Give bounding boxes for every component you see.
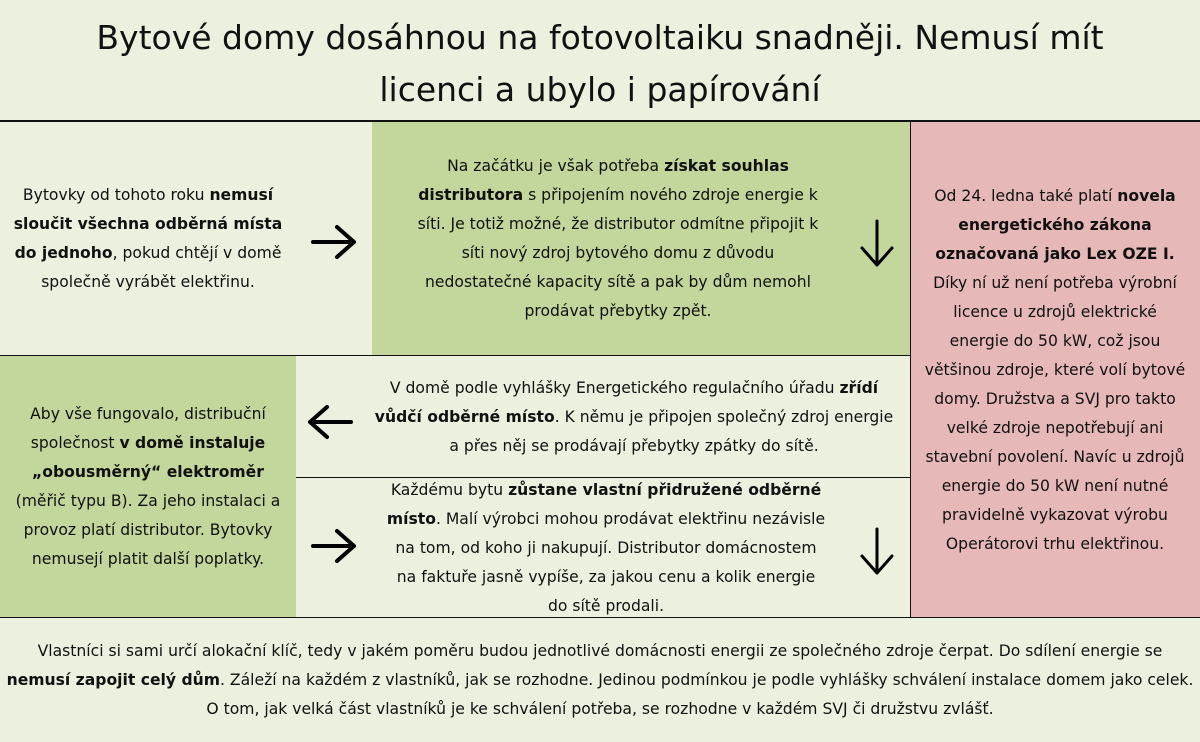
divider-bottom	[0, 617, 1200, 618]
title-text: Bytové domy dosáhnou na fotovoltaiku snadněji. Nemusí mít licenci a ubylo i papírování	[96, 18, 1104, 109]
arrow-right-icon	[310, 224, 358, 260]
box4-text: V domě podle vyhlášky Energetického regulačního úřadu zřídí vůdčí odběrné místo. K němu je připojen společný zdroj energie a přes něj se prodávají přebytky zpátky do sítě.	[374, 378, 894, 455]
arrow-down-icon	[858, 218, 896, 268]
page-title	[0, 0, 1200, 120]
box6-text: Každému bytu zůstane vlastní přidružené odběrné místo. Malí výrobci mohou prodávat elektřinu nezávisle na tom, od koho ji nakupují. Distributor domácnostem na faktuře jasně vypíše, za jakou cenu a kolik energie do sítě prodali.	[386, 480, 826, 615]
box1-text: Bytovky od tohoto roku nemusí sloučit všechna odběrná místa do jednoho, pokud chtějí v domě společně vyrábět elektřinu.	[13, 186, 283, 291]
info-box-own-point	[372, 478, 910, 618]
info-box-no-merge	[0, 122, 296, 356]
info-box-lex-oze	[910, 122, 1200, 618]
divider-row1	[0, 355, 910, 356]
arrow-down-icon	[858, 526, 896, 576]
box2-text: Na začátku je však potřeba získat souhlas distributora s připojením nového zdroje energie k síti. Je totiž možné, že distributor odmítne připojit k síti nový zdroj bytového domu z důvodu nedostatečné kapacity sítě a pak by dům nemohl prodávat přebytky zpět.	[417, 157, 819, 320]
box5-text: Aby vše fungovalo, distribuční společnost v domě instaluje „obousměrný“ elektroměr (měřič typu B). Za jeho instalaci a provoz platí distributor. Bytovky nemusejí platit další poplatky.	[15, 405, 281, 568]
divider-row2	[296, 477, 910, 478]
info-box-meter	[0, 356, 296, 618]
arrow-left-icon	[306, 404, 354, 440]
divider-pink-left	[910, 122, 911, 618]
info-box-allocation-key	[0, 618, 1200, 742]
arrow-right-icon	[310, 528, 358, 564]
box3-text: Od 24. ledna také platí novela energetického zákona označovaná jako Lex OZE I. Díky ní už není potřeba výrobní licence u zdrojů elektrické energie do 50 kW, což jsou většinou zdroje, které volí bytové domy. Družstva a SVJ pro takto velké zdroje nepotřebují ani stavební povolení. Navíc u zdrojů energie do 50 kW není nutné pravidelně vykazovat výrobu Operátorovi trhu elektřinou.	[924, 186, 1186, 553]
info-box-distributor-consent	[372, 122, 910, 356]
divider-title	[0, 120, 1200, 122]
info-box-lead-point	[296, 356, 910, 478]
box7-text: Vlastníci si sami určí alokační klíč, tedy v jakém poměru budou jednotlivé domácnosti energii ze společného zdroje čerpat. Do sdílení energie se nemusí zapojit celý dům. Záleží na každém z vlastníků, jak se rozhodne. Jedinou podmínkou je podle vyhlášky schválení instalace domem jako celek. O tom, jak velká část vlastníků je ke schválení potřeba, se rozhodne v každém SVJ či družstvu zvlášť.	[6, 641, 1194, 718]
